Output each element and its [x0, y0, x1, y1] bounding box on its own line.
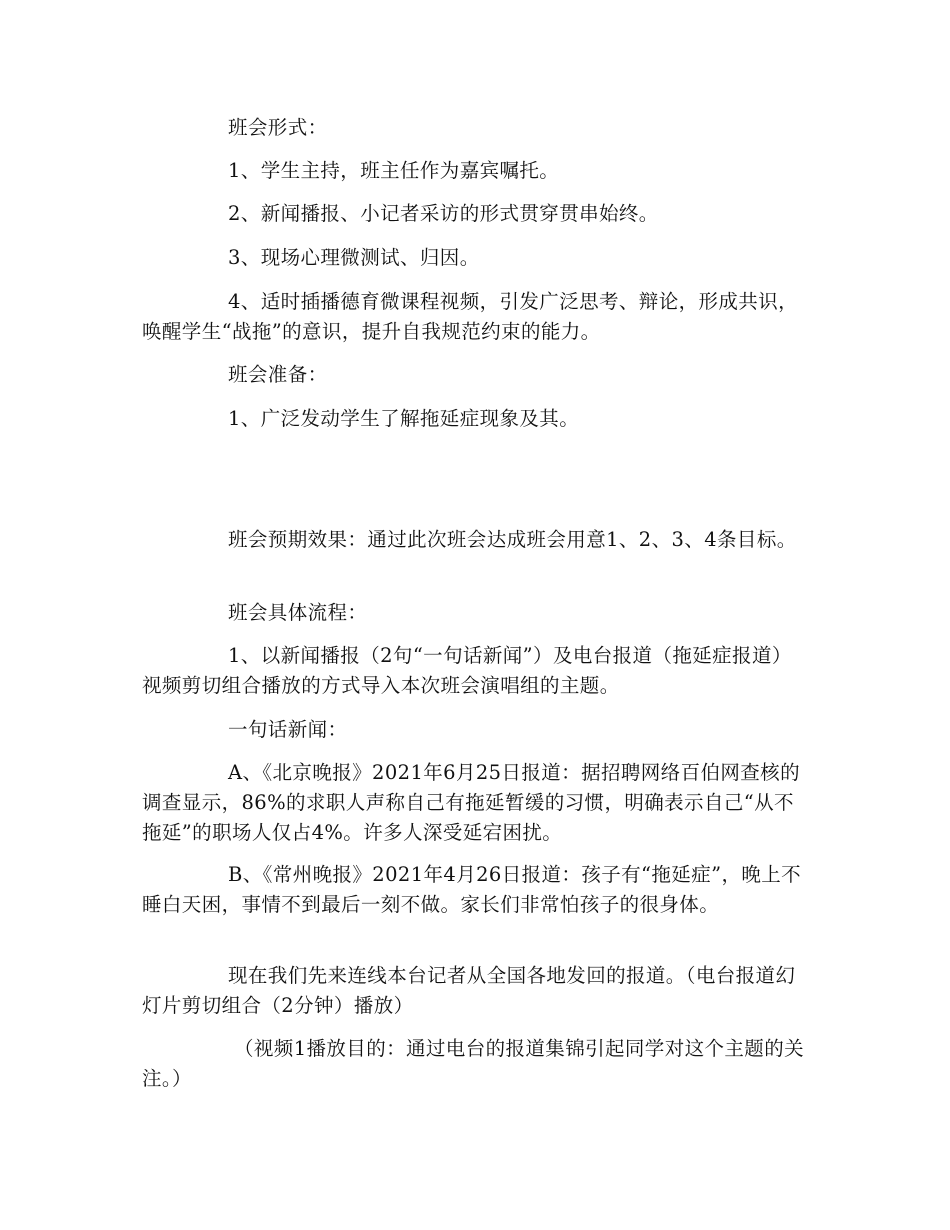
- paragraph-video-purpose: （视频1播放目的：通过电台的报道集锦引起同学对这个主题的关注。）: [142, 1037, 805, 1090]
- paragraph-format-3: 3、现场心理微测试、归因。: [228, 246, 480, 269]
- paragraph-format-4: 4、适时插播德育微课程视频，引发广泛思考、辩论，形成共识，唤醒学生“战拖”的意识，提升自我规范约束的能力。: [142, 290, 799, 343]
- heading-one-line-news: 一句话新闻：: [228, 718, 348, 741]
- paragraph-preparation-1: 1、广泛发动学生了解拖延症现象及其。: [228, 407, 580, 430]
- paragraph-procedure-1: 1、以新闻播报（2句“一句话新闻”）及电台报道（拖延症报道）视频剪切组合播放的方式导入本次班会演唱组的主题。: [142, 644, 792, 697]
- paragraph-format-2: 2、新闻播报、小记者采访的形式贯穿贯串始终。: [228, 202, 659, 225]
- paragraph-expected-effect: 班会预期效果：通过此次班会达成班会用意1、2、3、4条目标。: [228, 528, 797, 551]
- heading-class-procedure: 班会具体流程：: [228, 601, 368, 624]
- paragraph-reporter-link: 现在我们先来连线本台记者从全国各地发回的报道。（电台报道幻灯片剪切组合（2分钟）播放）: [142, 964, 796, 1017]
- heading-class-preparation: 班会准备：: [228, 363, 328, 386]
- heading-class-format: 班会形式：: [228, 116, 328, 139]
- paragraph-news-b: B、《常州晚报》2021年4月26日报道：孩子有“拖延症”，晚上不睡白天困，事情不到最后一刻不做。家长们非常怕孩子的很身体。: [142, 863, 802, 916]
- paragraph-format-1: 1、学生主持，班主任作为嘉宾嘱托。: [228, 159, 560, 182]
- paragraph-news-a: A、《北京晚报》2021年6月25日报道：据招聘网络百伯网查核的调查显示，86%的求职人声称自己有拖延暂缓的习惯，明确表示自己“从不拖延”的职场人仅占4%。许多人深受延宕困扰。: [142, 761, 800, 844]
